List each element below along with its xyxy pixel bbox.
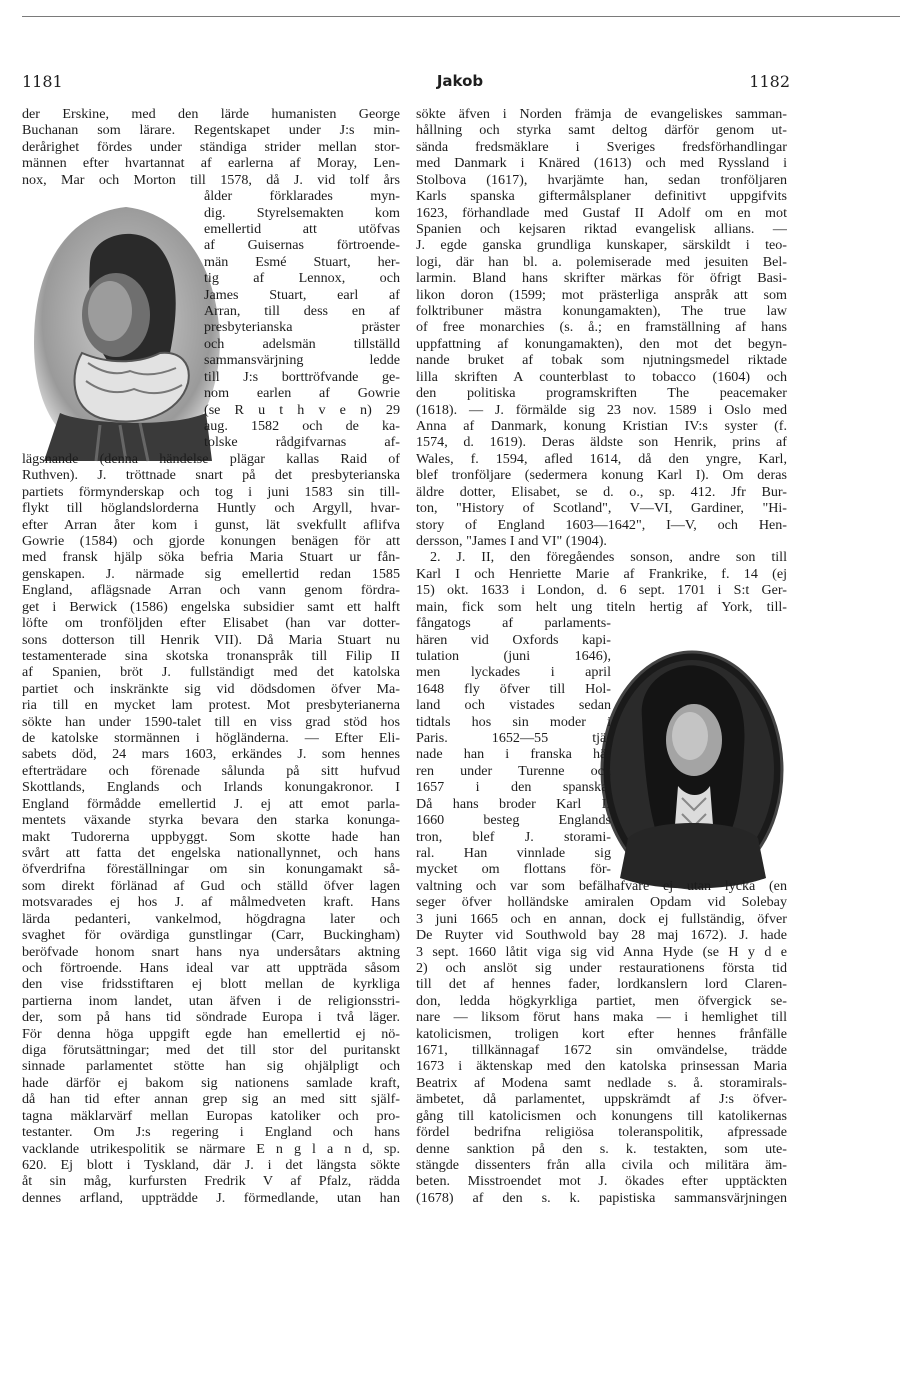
- text-line: ral. Han vinnlade sig: [416, 844, 611, 861]
- text-line: nom earlen af Gowrie: [204, 385, 400, 402]
- text-line: 1657 i den spanska.: [416, 779, 611, 796]
- page-number-right: 1182: [749, 72, 790, 91]
- text-line: mycket om flottans för-: [416, 861, 611, 878]
- text-line: 2) och anslöt sig under restaurationens första tid: [416, 959, 787, 976]
- text-line: ria till en mycket lam protest. Mot presbyterianerna: [22, 697, 400, 714]
- text-line: England, aflägsnade Arran och vann genom fördra-: [22, 582, 400, 599]
- running-head-title: Jakob: [436, 72, 484, 90]
- text-line: tolske rådgifvarnas af-: [204, 434, 400, 451]
- text-line: 620. Ej blott i Tyskland, där J. i det längsta sökte: [22, 1157, 400, 1173]
- text-line: lägsnande (denna händelse plägar kallas Raid of: [22, 450, 400, 467]
- text-line: makt Tudorerna uppbyggt. Som skotte hade han: [22, 828, 400, 845]
- text-line: emellertid att utöfvas: [204, 220, 400, 237]
- text-line: folktribuner mästra konungamakten), The true law: [416, 303, 787, 320]
- text-column-right: [416, 106, 787, 1206]
- text-line: fördel bedrifna religiösa toleranspolitik, afpressade: [416, 1124, 787, 1141]
- text-line: Beatrix af Modena samt nedlade s. å. storamirals-: [416, 1074, 787, 1091]
- text-line: då han tid efter annan grep sig an med sitt själf-: [22, 1091, 400, 1108]
- text-line: till J:s borttröfvande ge-: [204, 368, 400, 385]
- text-line: sökte äfven i Norden främja de evangeliskes samman-: [416, 106, 787, 122]
- text-line: Wales, f. 1594, afled 1614, då den yngre, Karl,: [416, 450, 787, 467]
- text-line: testamenterade sina skotska tronanspråk till Filip II: [22, 647, 400, 664]
- text-line: sinnade parlamentet stötte han sig ohjälpligt och: [22, 1058, 400, 1075]
- text-line: svårt att fatta det engelska nationallynnet, och hans: [22, 844, 400, 861]
- text-line: till det af hennes fader, lordkanslern lord Claren-: [416, 976, 787, 993]
- text-line: 1648 fly öfver till Hol-: [416, 680, 611, 697]
- text-line: Buchanan som lärare. Regentskapet under J:s min-: [22, 122, 400, 139]
- text-line: och förtroende. Hans ideal var att uppträda såsom: [22, 959, 400, 976]
- text-line: Spanien och kejsaren riktad evangelisk allians. —: [416, 220, 787, 237]
- text-line: denne sanktion på den s. k. testakten, som ute-: [416, 1140, 787, 1157]
- text-line: England förmådde emellertid J. ej att emot parla-: [22, 795, 400, 812]
- text-line: lärda pedanteri, vankelmod, högdragna later och: [22, 910, 400, 927]
- page-number-left: 1181: [22, 72, 63, 91]
- text-line: flykt till höglandslorderna Huntly och Argyll, hvar-: [22, 500, 400, 517]
- text-line: larmin. Bland hans skrifter märkas för öfrigt Basi-: [416, 270, 787, 287]
- text-line: uppfattning af konungamakten), den mot det begyn-: [416, 335, 787, 352]
- text-line: För denna höga uppgift egde han emellertid ej nö-: [22, 1025, 400, 1042]
- text-line: get i Berwick (1586) engelska subsidier samt ett halft: [22, 598, 400, 615]
- text-line: 1673 i äktenskap med den katolska prinsessan Maria: [416, 1058, 787, 1075]
- text-line: beten. Misstroendet mot J. ökades efter upptäckten: [416, 1173, 787, 1190]
- text-line: ålder förklarades myn-: [204, 188, 400, 205]
- text-line: 2. J. II, den föregåendes sonson, andre son till: [430, 549, 787, 566]
- text-line: 1660 besteg Englands: [416, 812, 611, 829]
- text-line: 3 sept. 1660 låtit viga sig vid Anna Hyde (se H y d e: [416, 943, 787, 960]
- text-line: 3 juni 1665 och en annan, dock ej fullständig, öfver: [416, 910, 787, 927]
- text-line: partiet och inskränkte sig vid dödsdomen öfver Ma-: [22, 680, 400, 697]
- text-line: ämbetet, då parlamentet, uppskrämdt af J:s öfver-: [416, 1091, 787, 1108]
- text-line: diga förutsättningar; med det till stor del puritanskt: [22, 1042, 400, 1059]
- text-line: af Guisernas förtroende-: [204, 237, 400, 254]
- text-line: Då hans broder Karl II: [416, 795, 611, 812]
- text-line: öfverdrifna föreställningar om sin konungamakt så-: [22, 861, 400, 878]
- text-line: och adelsmän tillställd: [204, 335, 400, 352]
- text-line: aug. 1582 och de ka-: [204, 418, 400, 435]
- text-line: Ruthven). J. tröttnade snart på det presbyterianska: [22, 467, 400, 484]
- text-line: der, som på hans tid söndrade Europa i två läger.: [22, 1009, 400, 1026]
- text-line: testanter. Om J:s regering i England och hans: [22, 1124, 400, 1141]
- text-line: blef tronföljare (sedermera konung Karl I). Om deras: [416, 467, 787, 484]
- text-line: efterträdare och förenade sålunda på sitt hufvud: [22, 762, 400, 779]
- text-line: hären vid Oxfords kapi-: [416, 631, 611, 648]
- text-line: main, fick som helt ung titeln hertig af York, till-: [416, 598, 787, 615]
- text-line: som direkt förlänad af Gud och ställd öfver lagen: [22, 877, 400, 894]
- text-line: Stolbova (1617), hvarjämte han, sedan tronföljaren: [416, 171, 787, 188]
- text-line: sökte han under 1590-talet till en viss grad stöd hos: [22, 713, 400, 730]
- text-line: Karl I och Henriette Marie af Frankrike, f. 14 (ej: [416, 565, 787, 582]
- text-line: valtning och var som befälhafvare ej utan lycka (en: [416, 877, 787, 894]
- text-line: dennes arfland, uppträdde J. förmedlande, utan han: [22, 1189, 400, 1206]
- text-line: af Spanien, bröt J. fullständigt med det katolska: [22, 664, 400, 681]
- text-line: 15) okt. 1633 i London, d. 6 sept. 1701 i S:t Ger-: [416, 582, 787, 599]
- top-border-line: [22, 16, 900, 17]
- text-line: nare — liksom förut hans maka — i hemlighet till: [416, 1009, 787, 1026]
- text-line: Karls spanska giftermålsplaner definitivt uppgifvits: [416, 188, 787, 205]
- text-line: likon doron (1599; mot prästerliga anspråk att som: [416, 286, 787, 303]
- text-line: derårighet fördes under ständiga strider mellan stor-: [22, 138, 400, 155]
- text-line: den vise fridsstiftaren ej blott mellan de kyrkliga: [22, 976, 400, 993]
- text-line: män Esmé Stuart, her-: [204, 253, 400, 270]
- text-line: partierna inom landet, utan äfven i de religionsstri-: [22, 992, 400, 1009]
- text-line: 1623, förhandlade med Gustaf II Adolf om en mot: [416, 204, 787, 221]
- text-line: de katolske stormännen i högländerna. — Efter Eli-: [22, 730, 400, 747]
- text-line: sammansvärjning ledde: [204, 352, 400, 369]
- text-line: med Danmark i Knäred (1613) och med Ryssland i: [416, 155, 787, 172]
- text-line: partiets förmynderskap och tog i juni 1583 sin till-: [22, 483, 400, 500]
- text-line: seger öfver holländske amiralen Opdam vid Solebay: [416, 894, 787, 911]
- text-line: men lyckades i april: [416, 664, 611, 681]
- text-line: der Erskine, med den lärde humanisten George: [22, 106, 400, 122]
- text-line: James Stuart, earl af: [204, 286, 400, 303]
- text-line: dersson, "James I and VI" (1904).: [416, 532, 607, 549]
- text-line: beröfvade honom snart hans nya undersåtars aktning: [22, 943, 400, 960]
- text-line: efter Arran åter kom i gunst, lät svekfullt aflifva: [22, 516, 400, 533]
- text-line: vacklande utrikespolitik se närmare E n g l a n d, sp.: [22, 1140, 400, 1157]
- text-line: (1618). — J. förmälde sig 23 nov. 1589 i Oslo med: [416, 401, 787, 418]
- text-line: sons dotterson till Henrik VII). Då Maria Stuart nu: [22, 631, 400, 648]
- text-line: männen efter hvartannat af earlerna af Moray, Len-: [22, 155, 400, 172]
- text-line: hållning och styrka samt deltog därför genom ut-: [416, 122, 787, 139]
- text-line: stängde dissenters från alla civila och militära äm-: [416, 1157, 787, 1173]
- text-line: hade därför ej bakom sig nationens samlade kraft,: [22, 1074, 400, 1091]
- text-line: Arran, till dess en af: [204, 303, 400, 320]
- text-line: Paris. 1652—55 tjä-: [416, 730, 611, 747]
- text-line: gång till katolicismen och konungens till katolikernas: [416, 1107, 787, 1124]
- text-line: 1671, tillkännagaf 1672 sin omvändelse, trädde: [416, 1042, 787, 1059]
- text-line: land och vistades sedan: [416, 697, 611, 714]
- text-line: åt sin måg, kurfursten Fredrik V af Pfalz, rädda: [22, 1173, 400, 1190]
- text-line: story of England 1603—1642", I—V, och Hen-: [416, 516, 787, 533]
- text-line: fångatogs af parlaments-: [416, 615, 611, 632]
- text-line: ren under Turenne och: [416, 762, 611, 779]
- text-line: (1678) af den s. k. papistiska sammansvärjningen: [416, 1189, 787, 1206]
- text-line: katolicismen, troligen kort efter hennes frånfälle: [416, 1025, 787, 1042]
- text-line: ton, "History of Scotland", V—VI, Gardiner, "Hi-: [416, 500, 787, 517]
- text-line: nade han i franska hä-: [416, 746, 611, 763]
- text-line: De Ruyter vid Southwold bay 28 maj 1672). J. hade: [416, 927, 787, 944]
- text-line: 1574, d. 1619). Deras äldste son Henrik, prins af: [416, 434, 787, 451]
- text-line: sabets död, 24 mars 1603, erkändes J. som hennes: [22, 746, 400, 763]
- text-line: svaghet för ovärdiga gunstlingar (Carr, Buckingham): [22, 927, 400, 944]
- text-line: logi, där han bl. a. polemiserade med jesuiten Bel-: [416, 253, 787, 270]
- text-line: nande bruket af tobak som njutningsmedel riktade: [416, 352, 787, 369]
- text-line: Skottlands, Englands och Irlands konungakronor. I: [22, 779, 400, 796]
- text-line: Anna af Danmark, konung Kristian IV:s syster (f.: [416, 418, 787, 435]
- text-column-left: [22, 106, 400, 1206]
- text-line: J. egde ganska grundliga kunskaper, särskildt i teo-: [416, 237, 787, 254]
- text-line: mentets växande styrka bevara den starka konunga-: [22, 812, 400, 829]
- text-line: tron, blef J. storami-: [416, 828, 611, 845]
- text-line: Gowrie (1584) och gjorde konungen benägen för att: [22, 532, 400, 549]
- text-line: (se R u t h v e n) 29: [204, 401, 400, 418]
- text-line: don, ledda högkyrkliga partiet, men öfvergick se-: [416, 992, 787, 1009]
- text-line: lilla skriften A counterblast to tobacco (1604) och: [416, 368, 787, 385]
- text-line: nox, Mar och Morton till 1578, då J. vid tolf års: [22, 171, 400, 188]
- text-line: tig af Lennox, och: [204, 270, 400, 287]
- text-line: sända fredsmäklare i Sveriges fredsförhandlingar: [416, 138, 787, 155]
- text-line: den politiska programskriften The peacemaker: [416, 385, 787, 402]
- text-line: dig. Styrelsemakten kom: [204, 204, 400, 221]
- text-line: genskapen. J. närmade sig emellertid redan 1585: [22, 565, 400, 582]
- text-line: tidtals hos sin moder i: [416, 713, 611, 730]
- text-line: motsvarades ej hos J. af målmedveten kraft. Hans: [22, 894, 400, 911]
- text-line: äldre dotter, Elisabet, se d. o., sp. 412. Jfr Bur-: [416, 483, 787, 500]
- text-line: presbyterianska präster: [204, 319, 400, 336]
- text-line: tulation (juni 1646),: [416, 647, 611, 664]
- text-line: of free monarchies (s. å.; en framställning af hans: [416, 319, 787, 336]
- text-line: löfte om tronföljden efter Elisabet (han var dotter-: [22, 615, 400, 632]
- text-line: tagna mäklarvärf mellan Europas katoliker och pro-: [22, 1107, 400, 1124]
- text-line: med fransk hjälp söka befria Maria Stuart ur fån-: [22, 549, 400, 566]
